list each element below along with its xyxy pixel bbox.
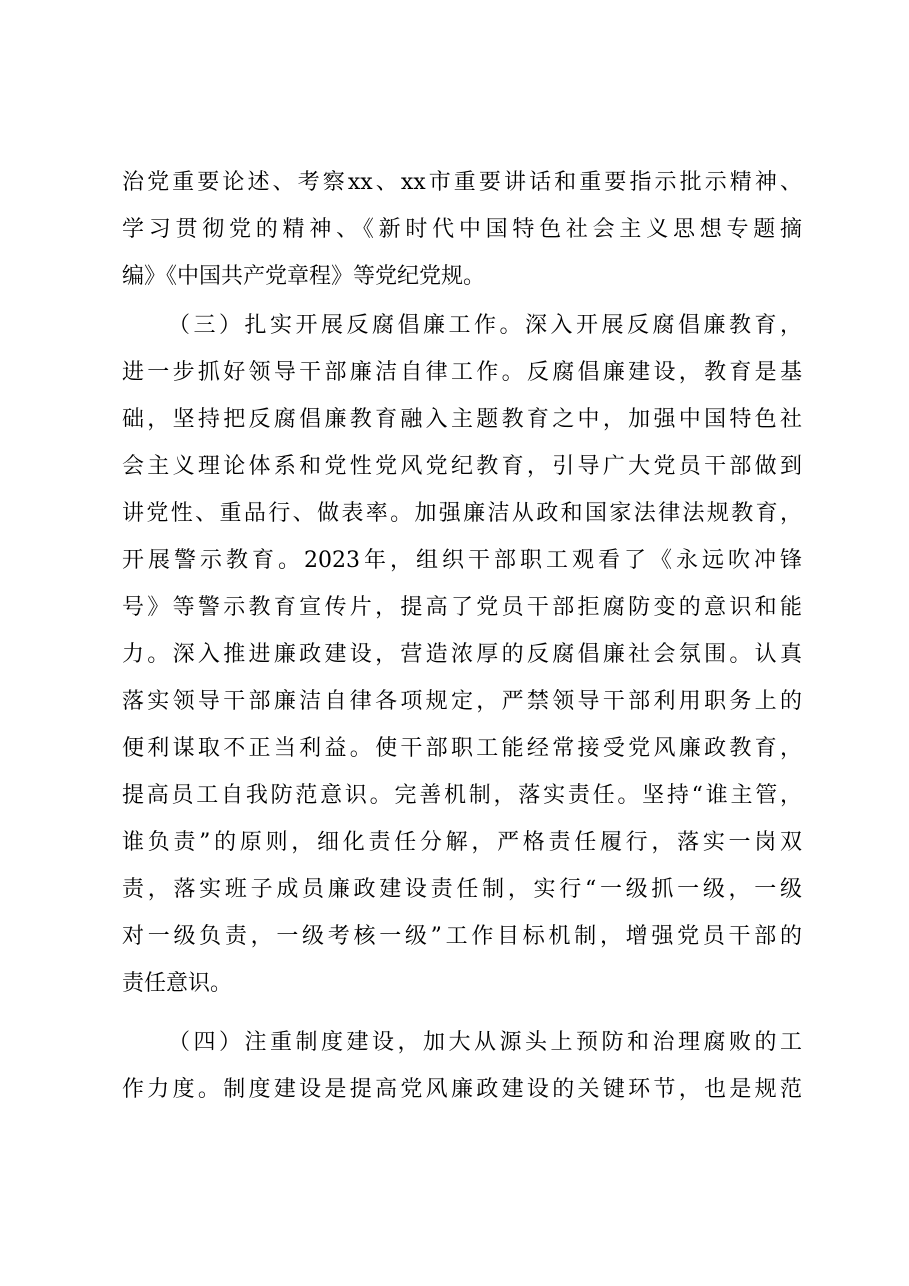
text-line: 讲党性、重品行、做表率。加强廉洁从政和国家法律法规教育，: [122, 501, 802, 526]
text-line: 对一级负责，一级考核一级”工作目标机制，增强党员干部的: [122, 924, 802, 949]
text-line: 会主义理论体系和党性党风党纪教育，引导广大党员干部做到: [122, 454, 802, 479]
text-line: 便利谋取不正当利益。使干部职工能经常接受党风廉政教育，: [122, 736, 802, 761]
text-line: 责任意识。: [122, 971, 233, 996]
text-line: 落实领导干部廉洁自律各项规定，严禁领导干部利用职务上的: [122, 689, 802, 714]
section-heading-4: （四）注重制度建设，加大从源头上预防和治理腐败的工: [168, 1030, 802, 1055]
section-heading-3: （三）扎实开展反腐倡廉工作。深入开展反腐倡廉教育，: [168, 313, 802, 338]
text-line: 治党重要论述、考察xx、xx市重要讲话和重要指示批示精神、: [122, 170, 802, 195]
text-line: 学习贯彻党的精神、《新时代中国特色社会主义思想专题摘: [122, 217, 802, 242]
text-line: 作力度。制度建设是提高党风廉政建设的关键环节，也是规范: [122, 1077, 802, 1102]
text-line: 提高员工自我防范意识。完善机制，落实责任。坚持“谁主管，: [122, 783, 802, 808]
text-line: 力。深入推进廉政建设，营造浓厚的反腐倡廉社会氛围。认真: [122, 642, 802, 667]
text-line: 编》《中国共产党章程》等党纪党规。: [122, 264, 486, 289]
text-line: 责，落实班子成员廉政建设责任制，实行“一级抓一级，一级: [122, 877, 802, 902]
text-line: 进一步抓好领导干部廉洁自律工作。反腐倡廉建设，教育是基: [122, 360, 802, 385]
text-line: 础，坚持把反腐倡廉教育融入主题教育之中，加强中国特色社: [122, 407, 802, 432]
text-line: 开展警示教育。2023年，组织干部职工观看了《永远吹冲锋: [122, 548, 802, 573]
text-line: 号》等警示教育宣传片，提高了党员干部拒腐防变的意识和能: [122, 595, 802, 620]
text-line: 谁负责”的原则，细化责任分解，严格责任履行，落实一岗双: [122, 830, 802, 855]
